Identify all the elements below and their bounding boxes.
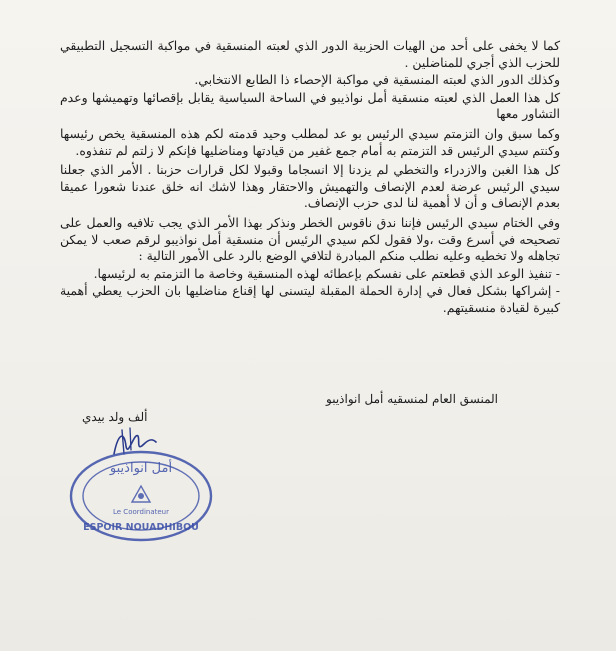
stamp-bottom-text: ESPOIR NOUADHIBOU [83, 522, 199, 533]
paragraph-exclusion: كل هذا العمل الذي لعبته منسقية أمل نواذيبو في الساحة السياسية يقابل بإقصائها وتهميشها وعدم التشاور معها [60, 89, 560, 122]
paragraph-promise: وكما سبق وان التزمتم سيدي الرئيس بو عد لمطلب وحيد قدمته لكم هذه المنسقية يخص رئيسها وكنتم سيدي الرئيس قد التزمتم به أمام جمع غفير من قيادتها ومناضليها فإنكم لا زلتم لم تنفذوه. [60, 125, 560, 158]
demand-item-1: - تنفيذ الوعد الذي قطعتم على نفسكم بإعطائه لهذه المنسقية وخاصة ما التزمتم به لرئيسها. [93, 265, 560, 281]
paragraph-grievance: كل هذا الغبن والازدراء والتخطي لم يزدنا إلا انسجاما وقبولا لكل قرارات حزبنا . الأمر الذي جعلنا سيدي الرئيس عرضة لعدم الإنصاف والتهميش والاحتقار وهذا لاشك انه خلق عندنا شعورا عميقا بعدم الإنصاف و أن لا أهمية لنا لدى حزب الإنصاف. [60, 162, 560, 211]
stamp-arabic-text: أمل انواذيبو [109, 461, 173, 476]
demand-item-2: - إشراكها بشكل فعال في إدارة الحملة المقبلة ليتسنى لها إقناع مناضليها بان الحزب يعطي أهمية كبيرة لقيادة منسقيتهم. [60, 283, 560, 315]
official-stamp [66, 446, 216, 546]
letter-body [60, 38, 560, 318]
paragraph-census: وكذلك الدور الذي لعبته المنسقية في مواكبة الإحصاء ذا الطابع الانتخابي. [194, 72, 560, 88]
stamp-emblem-icon [132, 486, 150, 502]
paragraph-conclusion: وفي الختام سيدي الرئيس فإننا ندق ناقوس الخطر ونذكر بهذا الأمر الذي يجب تلافيه والعمل على تصحيحه في أسرع وقت ،ولا فقول لكم سيدي الرئيس أن منسقية أمل نواذيبو لرقم صعب لا يمكن تجاهله ولا تخطيه وعليه نطلب منكم المبادرة لتلافي الوضع بالرد على الأمور التالية : [60, 214, 560, 264]
stamp-center-text: Le Coordinateur [113, 508, 169, 516]
closing-title: المنسق العام لمنسقيه أمل انواذيبو [326, 392, 498, 406]
signer-name: ألف ولد بيدي [82, 410, 148, 424]
paragraph-registration: كما لا يخفى على أحد من الهيات الحزبية الدور الذي لعبته المنسقية في مواكبة التسجيل التطبيقي للحزب الذي أجري للمناضلين . [60, 38, 560, 70]
